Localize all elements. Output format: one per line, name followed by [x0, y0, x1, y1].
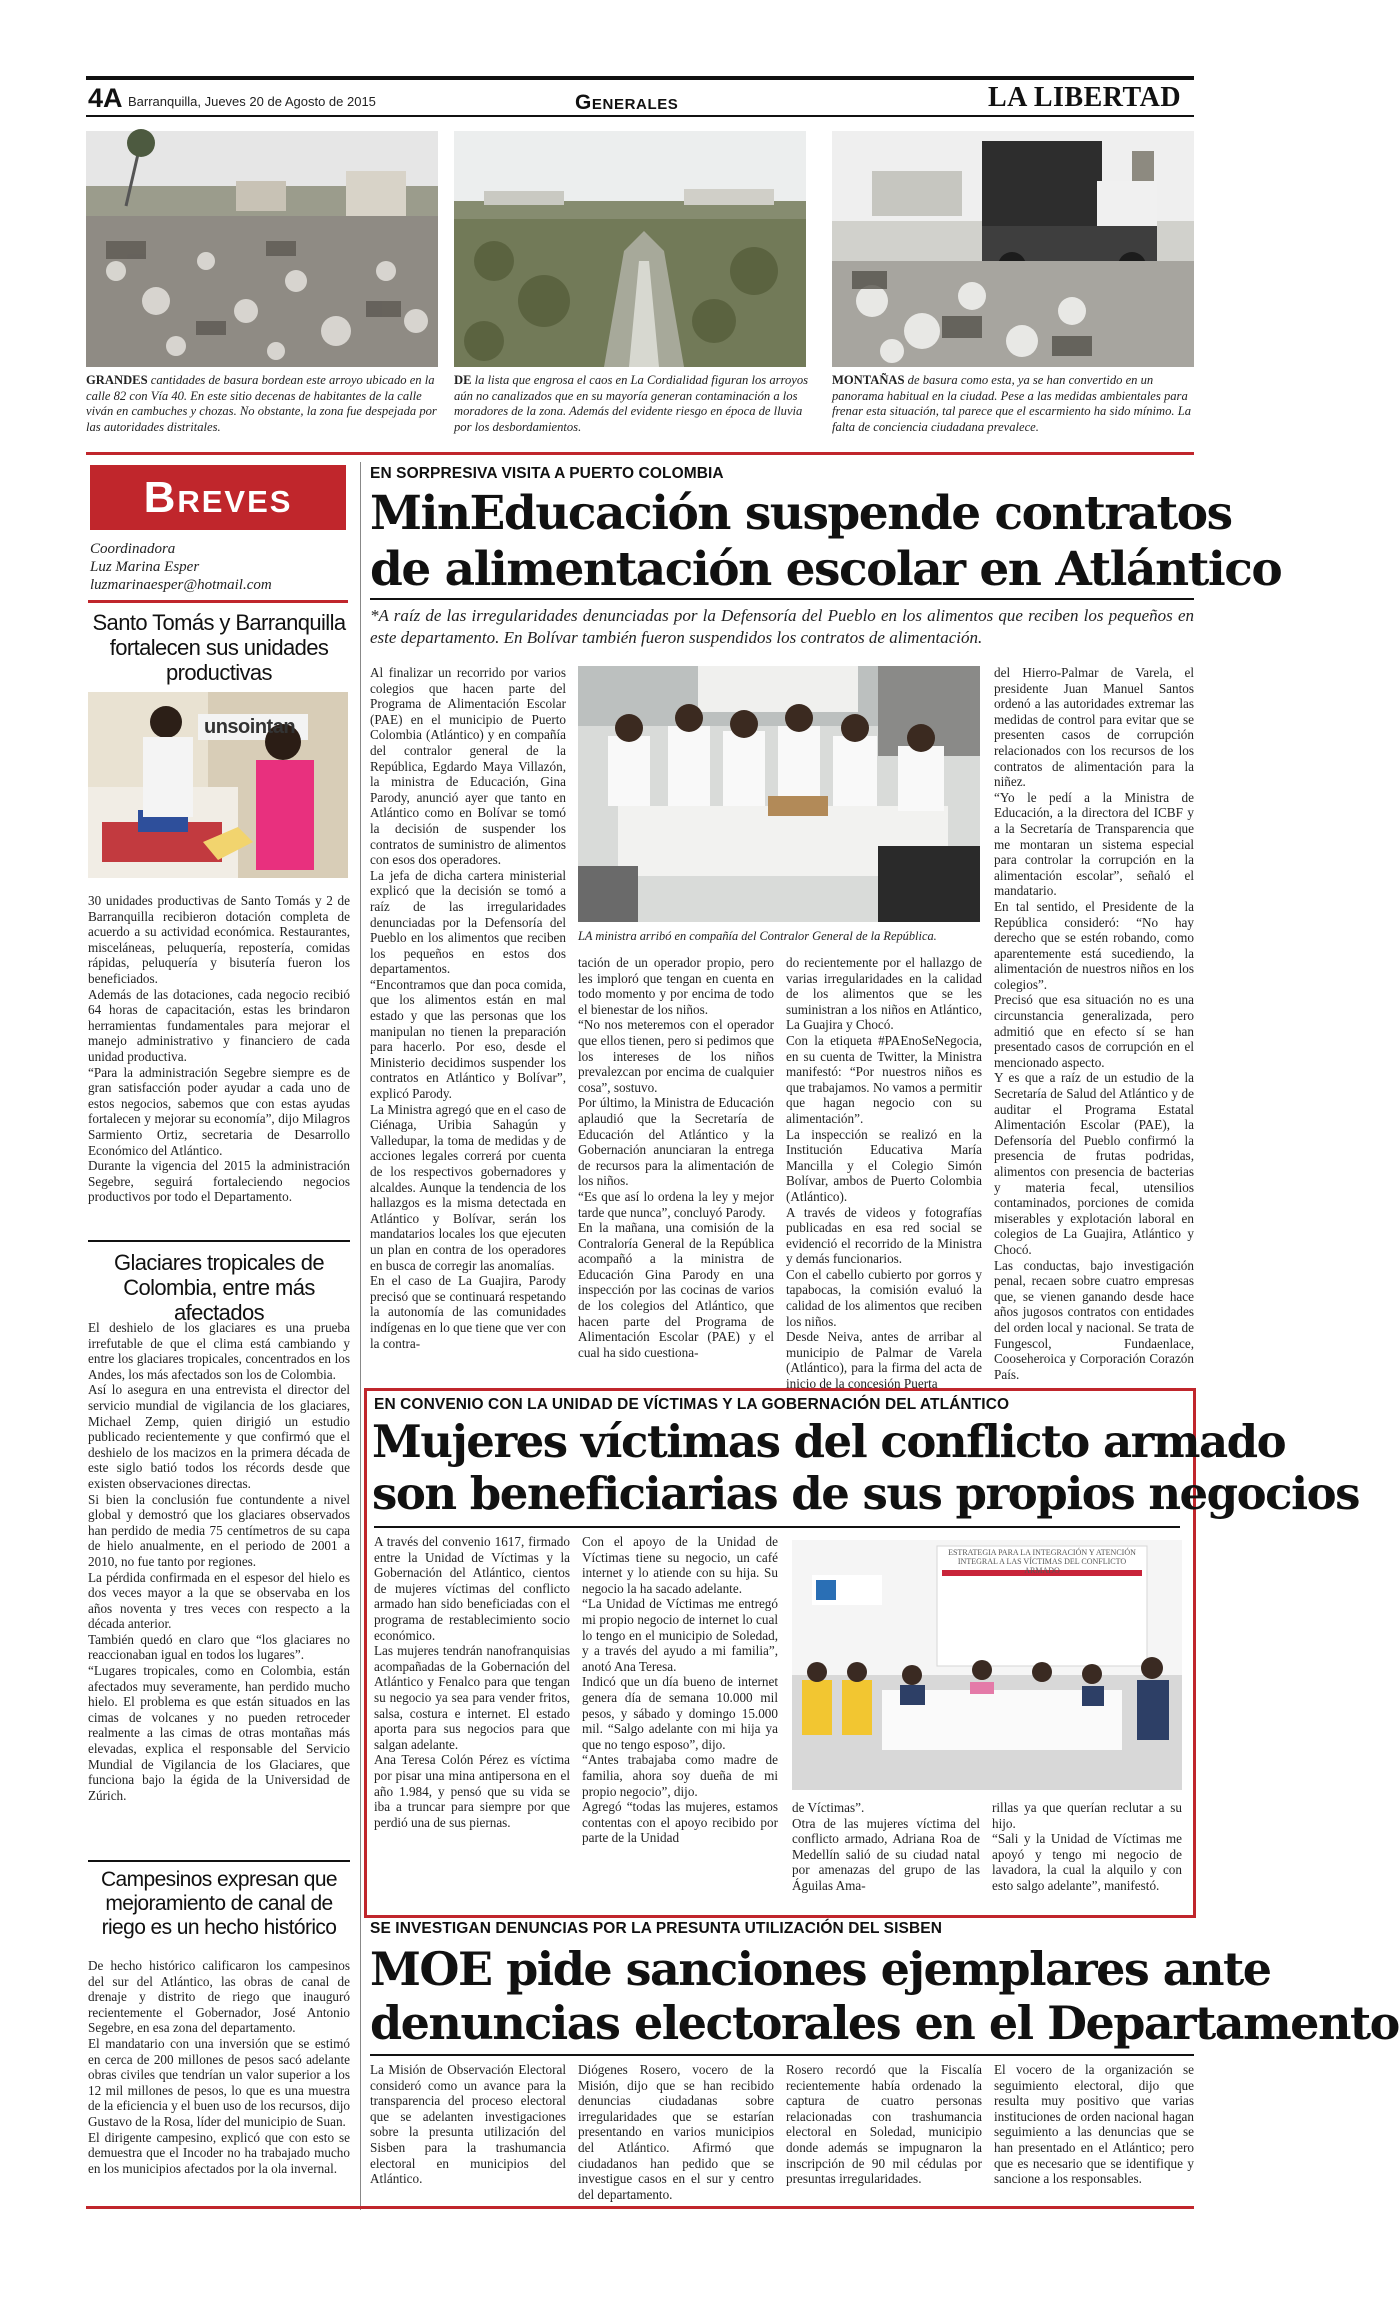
moe-col-3 [786, 2062, 982, 2187]
article-col-4 [994, 665, 1194, 1382]
paragraph: El mandatario con una inversión que se estimó en cerca de 200 millones de pesos sacó adelante obras civiles que tendrían un valor superior a los 12 mil millones de pesos, lo que es una muestra de la eficiencia y el buen uso de los recursos, dijo Gustavo de la Rosa, líder del municipio de Suan. [88, 2035, 350, 2129]
paragraph: A través del convenio 1617, firmado entre la Unidad de Víctimas y la Gobernación del Atlántico, cientos de mujeres víctimas del conflicto armado han sido beneficiadas con el programa de restablecimiento socio económico. [374, 1534, 570, 1643]
paragraph: “Antes trabajaba como madre de familia, ahora soy dueña de mi propio negocio”, dijo. [582, 1752, 778, 1799]
masthead: LA LIBERTAD [988, 82, 1182, 113]
photo-caption-ministra: LA ministra arribó en compañía del Contralor General de la República. [578, 929, 937, 943]
women-col-1 [374, 1534, 570, 1830]
headline-rule [374, 1526, 1180, 1528]
paragraph: “Es que así lo ordena la ley y mejor tarde que nunca”, concluyó Parody. [578, 1188, 774, 1220]
paragraph: “La Unidad de Víctimas me entregó mi propio negocio de internet lo cual lo tengo en el municipio de Soledad, y a través del ayudo a mi familia”, anotó Ana Teresa. [582, 1596, 778, 1674]
breve-title-campesinos: Campesinos expresan que mejoramiento de canal de riego es un hecho histórico [100, 1868, 338, 1939]
paragraph: de Víctimas”. [792, 1800, 865, 1815]
caption-text: la lista que engrosa el caos en La Cordialidad figuran los arroyos aún no canalizados que en su mayoría generan contaminación a los moradores de la zona. Además del evidente riesgo en época de lluvia por los desbordamientos. [454, 373, 809, 434]
photo-garbage-stream [86, 131, 438, 367]
women-col-3 [792, 1800, 980, 1894]
moe-col-2 [578, 2062, 774, 2202]
paragraph: En tal sentido, el Presidente de la República consideró: “No hay derecho que se estén robando, como aparentemente está sucediendo, la alimentación de nuestros niños en los colegios”. [994, 898, 1194, 992]
article-headline-women [372, 1416, 1359, 1520]
photo-canal [454, 131, 806, 367]
paragraph: La jefa de dicha cartera ministerial explicó que la decisión se tomó a raíz de las irregularidades denunciadas por la Defensoría del Pueblo en los alimentos que reciben los pequeños en estos dos departamentos. [370, 867, 566, 977]
caption-text: de basura como esta, ya se han convertido en un panorama habitual en la ciudad. Pese a las medidas ambientales para frenar esta situación, tal parece que el escarmiento ha sido mínimo. La falta de conciencia ciudadana prevalece. [832, 373, 1191, 434]
paragraph: Agregó “todas las mujeres, estamos contentas con el apoyo recibido por parte de la Unidad [582, 1799, 778, 1846]
paragraph: El deshielo de los glaciares es una prueba irrefutable de que el clima está cambiando y entre los glaciares tropicales, concentrados en los Andes, los más afectados son los de Colombia. [88, 1320, 350, 1382]
article-col-1 [370, 665, 566, 1351]
caption-lead: DE [454, 373, 472, 387]
breves-banner [90, 465, 346, 530]
paragraph: Las conductas, bajo investigación penal, recaen sobre cuatro empresas que, se vienen ganando desde hace años jugosos contratos con entidades del orden local y nacional. Se trata de Fungescol, Fundaenlace, Cooseheroica y Corporación Corazón País. [994, 1257, 1194, 1382]
paragraph: Durante la vigencia del 2015 la administración Segebre, seguirá fortaleciendo negocios productivos por todo el Departamento. [88, 1158, 350, 1205]
breves-title: Breves [143, 473, 293, 522]
headline-line: son beneficiarias de sus propios negocios [372, 1467, 1359, 1520]
paragraph: Además de las dotaciones, cada negocio recibió 64 horas de capacitación, estas les brindaron herramientas fundamentales para mejorar el manejo administrativo y financiero de cada unidad productiva. [88, 986, 350, 1064]
breves-coordinator [90, 540, 272, 594]
paragraph: También quedó en claro que “los glaciares no reaccionaban igual en todos los lugares”. [88, 1631, 350, 1663]
paragraph: Así lo asegura en una entrevista el director del servicio mundial de vigilancia de los glaciares, Michael Zemp, quien dirigió un estudio publicado recientemente y que confirmó que el deshielo de los macizos en la primera década de este siglo batió todos los récords desde que existen observaciones directas. [88, 1382, 350, 1491]
photo-garbage-truck [832, 131, 1194, 367]
paragraph: Con el cabello cubierto por gorros y tapabocas, la comisión evaluó la calidad de los alimentos que reciben los niños. [786, 1266, 982, 1329]
paragraph: Diógenes Rosero, vocero de la Misión, dijo que se han recibido denuncias ciudadanas sobre irregularidades que se estarían presentando en varios municipios del Atlántico. Afirmó que ciudadanos han pedido que se investigue casos en el sur y centro del departamento. [578, 2062, 774, 2202]
paragraph: Indicó que un día bueno de internet genera día de semana 10.000 mil pesos, y sábado y domingo 15.000 mil. “Salgo adelante con mi hija ya que no tengo esposo”, dijo. [582, 1674, 778, 1752]
paragraph: Rosero recordó que la Fiscalía recientemente había ordenado la captura de cuatro personas relacionadas con trashumancia electoral en Soledad, municipio donde además se impugnaron la inscripción de 90 mil cédulas por presuntas irregularidades. [786, 2062, 982, 2187]
headline-line: MinEducación suspende contratos [370, 486, 1232, 541]
section-name: Generales [575, 91, 679, 114]
paragraph: “Yo le pedí a la Ministra de Educación, a la directora del ICBF y a la Secretaría de Transparencia que me montaran un sistema especial para controlar la corrupción en la alimentación escolar”, señaló el mandatario. [994, 789, 1194, 899]
photo-caption-3 [832, 373, 1194, 435]
paragraph: La pérdida confirmada en el espesor del hielo es dos veces mayor a la que se observaba en los años noventa y tres veces con respecto a la década anterior. [88, 1569, 350, 1632]
paragraph: Precisó que esa situación no es una circunstancia generalizada, pero admitió que en efecto sí se han presentado casos de corrupción en el mencionado aspecto. [994, 992, 1194, 1070]
paragraph: “Encontramos que dan poca comida, que los alimentos están en mal estado y que las personas que los manipulan no tienen la preparación para hacerlo. Por eso, desde el Ministerio decidimos suspender los contratos en Atlántico y Bolívar”, explicó Parody. [370, 976, 566, 1102]
photo-productive-units [88, 692, 348, 878]
paragraph: Con el apoyo de la Unidad de Víctimas tiene su negocio, un café internet y lo atiende con su hija. Su negocio la ha sacado adelante. [582, 1534, 778, 1596]
headline-rule [370, 598, 1194, 600]
article-col-3 [786, 955, 982, 1392]
header-top-rule [86, 76, 1194, 80]
paragraph: La inspección se realizó en la Institución Educativa María Mancilla y el Colegio Simón Bolívar, ambos de Puerto Colombia (Atlántico). [786, 1126, 982, 1204]
breve-body-glaciares [88, 1320, 350, 1803]
headline-line: MOE pide sanciones ejemplares ante [370, 1942, 1271, 1996]
women-col-4 [992, 1800, 1182, 1894]
paragraph: En la mañana, una comisión de la Contraloría General de la República acompañó a la ministra de Educación Gina Parody en una inspección por las cocinas de varios de los colegios del Atlántico, que hacen parte del Programa de Alimentación Escolar (PAE) y el cual ha sido cuestiona- [578, 1220, 774, 1360]
paragraph: “Sali y la Unidad de Víctimas me apoyó y tengo mi negocio de lavadora, la cual la alquilo y con esto salgo adelante”, manifestó. [992, 1831, 1182, 1893]
paragraph: “Lugares tropicales, como en Colombia, están afectados muy severamente, han perdido mucho hielo. El problema es que están situados en las cimas de volcanes y no pueden retroceder realmente a las cimas de otras montañas más elevadas, explica el responsable del Servicio Mundial de Vigilancia de los Glaciares, que funciona bajo la égida de la Universidad de Zúrich. [88, 1663, 350, 1803]
paragraph: En el caso de La Guajira, Parody precisó que se continuará respetando la autonomía de las comunidades indígenas en lo que tiene que ver con la contra- [370, 1273, 566, 1351]
caption-lead: MONTAÑAS [832, 373, 905, 387]
article-headline-moe [370, 1942, 1399, 2050]
paragraph: Con la etiqueta #PAEnoSeNegocia, en su cuenta de Twitter, la Ministra manifestó: “Por nuestros niños es que trabajamos. No vamos a permitir que hagan negocio con su alimentación”. [786, 1032, 982, 1126]
paragraph: Desde Neiva, antes de arribar al municipio de Palmar de Varela (Atlántico), para la firma del acta de inicio de la concesión Puerta [786, 1329, 982, 1392]
paragraph: Otra de las mujeres víctima del conflicto armado, Adriana Roa de Medellín salió de su ciudad natal por amenazas del grupo de las Águilas Ama- [792, 1815, 980, 1893]
coordinator-name: Luz Marina Esper [90, 559, 200, 575]
dateline: Barranquilla, Jueves 20 de Agosto de 2015 [128, 94, 376, 109]
paragraph: Ana Teresa Colón Pérez es víctima por pisar una mina antipersona en el año 1.984, y pensó que su vida se iba a truncar para siempre por que perdió una de sus piernas. [374, 1752, 570, 1830]
breve-divider-1 [88, 1240, 350, 1242]
paragraph: “Para la administración Segebre siempre es de gran satisfacción poder ayudar a cada uno de estos negocios, sabemos que con estas ayudas fortalecen y mejorar su economía”, dijo Milagros Sarmiento Ortiz, secretaria de Desarrollo Económico del Atlántico. [88, 1064, 350, 1158]
paragraph: Al finalizar un recorrido por varios colegios que hacen parte del Programa de Alimentación Escolar (PAE) en el municipio de Puerto Colombia (Atlántico) y en compañía del contralor general de la República, Egdardo Maya Villazón, la ministra de Educación, Gina Parody, anunció ayer que tanto en Atlántico como en Bolívar se tomó la decisión de suspender los contratos de suministro de alimentos con esos dos operadores. [370, 665, 566, 868]
photo-caption-1 [86, 373, 442, 435]
photo-caption-2 [454, 373, 810, 435]
paragraph: 30 unidades productivas de Santo Tomás y 2 de Barranquilla recibieron dotación completa de acuerdo a su actividad económica. Restaurantes, misceláneas, peluquería, repostería, comidas rápidas, peluquería y bisutería fueron los beneficiados. [88, 893, 350, 986]
coordinator-email[interactable]: luzmarinaesper@hotmail.com [90, 577, 272, 593]
paragraph: tación de un operador propio, pero les imploró que tengan en cuenta en todo momento y por encima de todo el bienestar de los niños. [578, 955, 774, 1017]
breve-divider-2 [88, 1860, 350, 1862]
women-col-2 [582, 1534, 778, 1846]
article-headline-mineducacion [370, 486, 1281, 598]
moe-col-4 [994, 2062, 1194, 2187]
caption-text: cantidades de basura bordean este arroyo ubicado en la calle 82 con Vía 40. En este sitio decenas de habitantes de la calle viván en cambuches y chozas. No obstante, la zona fue despejada por las autoridades distritales. [86, 373, 437, 434]
coordinator-label: Coordinadora [90, 541, 176, 557]
moe-col-1 [370, 2062, 566, 2187]
breve-body-campesinos [88, 1958, 350, 2176]
article-col-2 [578, 955, 774, 1360]
paragraph: del Hierro-Palmar de Varela, el presidente Juan Manuel Santos ordenó a las autoridades extremar las medidas de control para evitar que se presenten casos de corrupción relacionados con los recursos de los contratos de alimentación para la niñez. [994, 665, 1194, 790]
page-number: 4A [88, 83, 123, 113]
footer-rule [86, 2206, 1194, 2209]
photo-banner-text: unsointan [204, 716, 296, 738]
article-deck-mineducacion: *A raíz de las irregularidades denunciadas por la Defensoría del Pueblo en los alimentos que reciben los pequeños en este departamento. En Bolívar también fueron suspendidos los contratos de alimentación. [370, 606, 1194, 647]
headline-line: denuncias electorales en el Departamento [370, 1996, 1399, 2050]
breves-rule [88, 600, 348, 603]
paragraph: De hecho histórico calificaron los campesinos del sur del Atlántico, las obras de canal de drenaje y distrito de riego que inauguró recientemente el Gobernador, José Antonio Segebre, en esa zona del departamento. [88, 1958, 350, 2036]
paragraph: La Ministra agregó que en el caso de Ciénaga, Uribia Sahagún y Valledupar, la toma de medidas y de acciones legales correrá por cuenta de los respectivos gobernadores y alcaldes. Aunque la tendencia de los hallazgos es la misma detectada en Atlántico y Bolívar, serán los mandatarios locales los que ejecuten un plan en contra de los operadores en busca de corregir las anomalías. [370, 1101, 566, 1273]
paragraph: La Misión de Observación Electoral consideró como un avance para la transparencia del proceso electoral que se adelanten investigaciones sobre la presunta utilización del Sisben para la trashumancia electoral en municipios del Atlántico. [370, 2062, 566, 2187]
headline-rule [370, 2054, 1194, 2056]
article-kicker-moe: SE INVESTIGAN DENUNCIAS POR LA PRESUNTA UTILIZACIÓN DEL SISBEN [370, 1920, 942, 1937]
column-separator [360, 462, 361, 2210]
photo-ministra-meeting [578, 666, 980, 922]
caption-lead: GRANDES [86, 373, 148, 387]
headline-line: Mujeres víctimas del conflicto armado [372, 1415, 1286, 1468]
breve-body-santo-tomas [88, 893, 350, 1205]
breve-title-glaciares: Glaciares tropicales de Colombia, entre más afectados [114, 1250, 324, 1325]
paragraph: A través de videos y fotografías publicadas en esa red social se evidenció el recorrido de la Ministra y demás funcionarios. [786, 1204, 982, 1267]
paragraph: rillas ya que querían reclutar a su hijo. [992, 1800, 1182, 1831]
article-kicker-women: EN CONVENIO CON LA UNIDAD DE VÍCTIMAS Y LA GOBERNACIÓN DEL ATLÁNTICO [374, 1396, 1010, 1413]
paragraph: Y es que a raíz de un estudio de la Secretaría de Salud del Atlántico y de auditar el Programa Estatal Alimentación Escolar (PAE), la Defensoría del Pueblo confirmó la presencia de frutas podridas, alimentos con presencia de bacterias y materia fecal, utensilios contaminados, porciones de comida miserables y explotación laboral en colegios de La Guajira, Atlántico y Chocó. [994, 1070, 1194, 1257]
breve-title-santo-tomas: Santo Tomás y Barranquilla fortalecen sus unidades productivas [92, 610, 346, 685]
paragraph: do recientemente por el hallazgo de varias irregularidades en la calidad de los alimentos que se les suministran a los niños en Atlántico, La Guajira y Chocó. [786, 955, 982, 1033]
paragraph: Las mujeres tendrán nanofranquisias acompañadas de la Gobernación del Atlántico y Fenalco para que tengan su negocio ya sea para vender fritos, salsa, costura e internet. El estado aporta para sus negocios para que salgan adelante. [374, 1643, 570, 1752]
paragraph: “No nos meteremos con el operador que ellos tienen, pero si pedimos que los intereses de los niños prevalezcan por encima de cualquier cosa”, sostuvo. [578, 1017, 774, 1095]
paragraph: El dirigente campesino, explicó que con esto se demuestra que el Incoder no ha trabajado mucho en los municipios afectados por la ola invernal. [88, 2129, 350, 2176]
paragraph: Si bien la conclusión fue contundente a nivel global y demostró que los glaciares observados han perdido de media 75 centímetros de su capa de hielo anualmente, en el periodo de 2001 a 2010, no fue tanto por regiones. [88, 1491, 350, 1569]
photo-women-event [792, 1540, 1182, 1790]
article-kicker-mineducacion: EN SORPRESIVA VISITA A PUERTO COLOMBIA [370, 465, 724, 482]
paragraph: El vocero de la organización se seguimiento electoral, dijo que resulta muy positivo que varias instituciones de orden nacional hagan seguimiento a las denuncias que se han presentado en el Atlántico; pero que es necesario que se identifique y sancione a los responsables. [994, 2062, 1194, 2187]
paragraph: Por último, la Ministra de Educación aplaudió que la Secretaría de Educación del Atlántico y la Gobernación anunciaran la entrega de recursos para la alimentación de los niños. [578, 1095, 774, 1189]
photo-event-banner-text: ESTRATEGIA PARA LA INTEGRACIÓN Y ATENCIÓN INTEGRAL A LAS VÍCTIMAS DEL CONFLICTO ARMADO [948, 1548, 1136, 1575]
header-bottom-rule [86, 115, 1194, 117]
section-divider-top [86, 452, 1194, 455]
headline-line: de alimentación escolar en Atlántico [370, 542, 1282, 597]
